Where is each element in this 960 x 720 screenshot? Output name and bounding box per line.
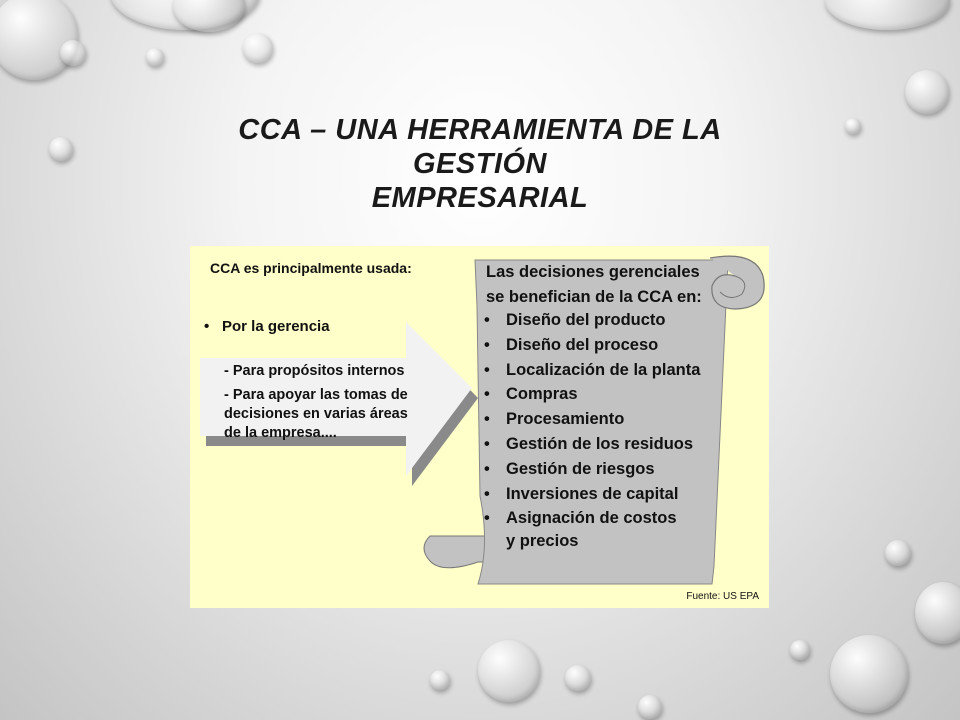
list-item — [484, 333, 700, 358]
water-drop-decoration — [825, 0, 950, 30]
water-drop-decoration — [478, 640, 540, 702]
left-sub-item: de la empresa.... — [224, 425, 337, 441]
list-item — [484, 382, 700, 407]
bullet-dot: • — [484, 311, 490, 329]
source-caption: Fuente: US EPA — [686, 591, 759, 602]
water-drop-decoration — [915, 582, 960, 644]
slide-title-line-1: CCA – UNA HERRAMIENTA DE LA GESTIÓN — [238, 114, 722, 180]
water-drop-decoration — [49, 137, 73, 161]
water-drop-decoration — [845, 118, 861, 134]
list-item — [484, 457, 700, 482]
water-drop-decoration — [565, 665, 591, 691]
bullet-dot: • — [484, 509, 490, 528]
list-item — [484, 432, 700, 457]
slide-title-line-2: EMPRESARIAL — [371, 182, 589, 214]
water-drop-decoration — [790, 640, 810, 660]
water-drop-decoration — [146, 48, 164, 66]
list-item-label: Localización de la planta — [506, 360, 701, 379]
left-sub-item: - Para apoyar las tomas de — [224, 387, 408, 403]
bullet-dot: • — [484, 385, 490, 404]
bullet-dot: • — [484, 410, 490, 429]
scroll-list — [484, 308, 700, 531]
bullet-dot: • — [484, 459, 490, 478]
list-item-label: Inversiones de capital — [506, 484, 679, 503]
water-drop-decoration — [885, 540, 911, 566]
list-item — [484, 407, 700, 432]
left-sub-item: - Para propósitos internos — [224, 363, 405, 379]
list-item-continuation: y precios — [506, 532, 579, 550]
left-bullet-label: Por la gerencia — [222, 318, 330, 335]
list-item — [484, 482, 700, 507]
list-item — [484, 506, 700, 531]
water-drop-decoration — [430, 670, 450, 690]
water-drop-decoration — [0, 0, 78, 80]
bullet-dot: • — [484, 484, 490, 503]
water-drop-decoration — [830, 635, 908, 713]
list-item-label: Diseño del proceso — [506, 335, 659, 354]
list-item-label: Gestión de los residuos — [506, 434, 694, 453]
scroll-heading-line-2: se benefician de la CCA en: — [486, 288, 702, 306]
left-heading: CCA es principalmente usada: — [210, 260, 412, 276]
water-drop-decoration — [243, 33, 273, 63]
list-item-label: Compras — [506, 385, 578, 404]
scroll-heading-line-1: Las decisiones gerenciales — [486, 263, 700, 281]
slide-title — [190, 113, 770, 215]
water-drop-decoration — [905, 70, 949, 114]
list-item-label: Diseño del producto — [506, 311, 666, 329]
bullet-dot: • — [484, 335, 490, 354]
bullet-dot: • — [204, 318, 210, 335]
diagram-panel — [190, 246, 769, 608]
bullet-dot: • — [484, 360, 490, 379]
water-drop-decoration — [638, 695, 662, 719]
list-item — [484, 358, 700, 383]
list-item-label: Asignación de costos — [506, 509, 677, 528]
list-item-label: Gestión de riesgos — [506, 459, 655, 478]
left-bullet-item — [204, 318, 330, 335]
water-drop-decoration — [60, 40, 86, 66]
bullet-dot: • — [484, 434, 490, 453]
list-item — [484, 308, 700, 333]
left-sub-item: decisiones en varias áreas — [224, 406, 408, 422]
scroll-heading — [486, 260, 702, 310]
list-item-label: Procesamiento — [506, 410, 625, 429]
